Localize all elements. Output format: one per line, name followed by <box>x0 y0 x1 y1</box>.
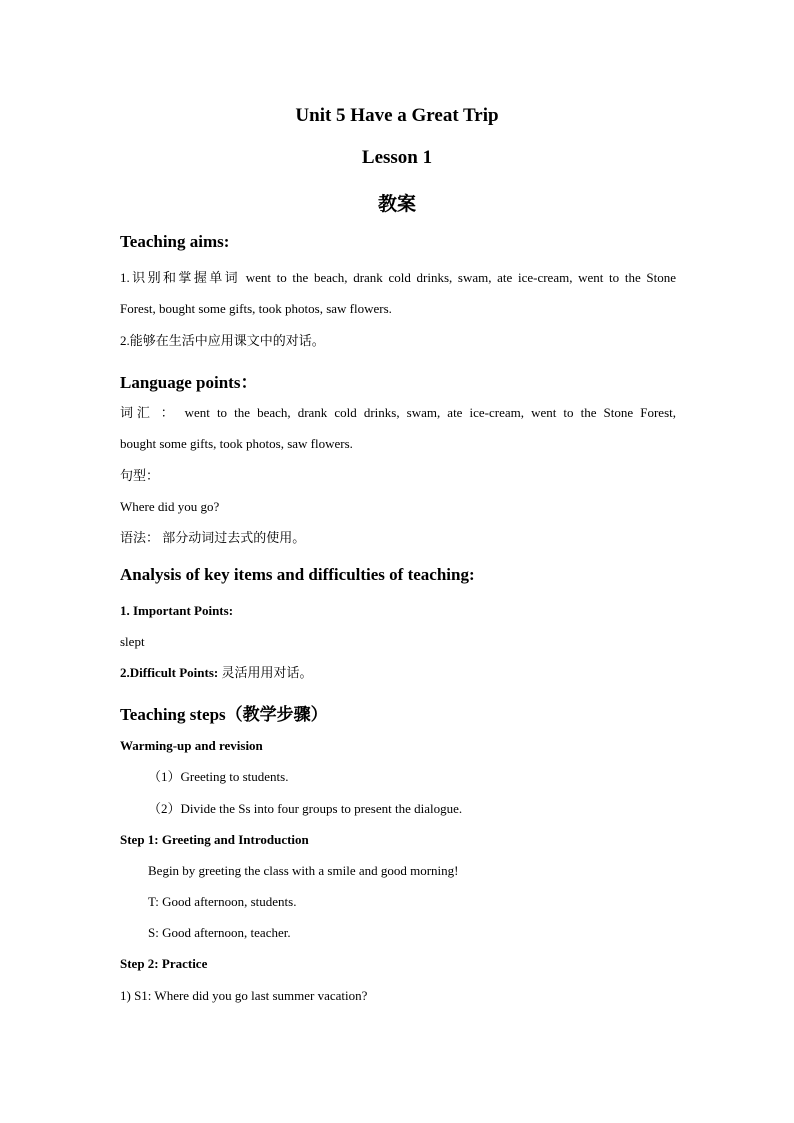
warmup-item2: （2）Divide the Ss into four groups to present the dialogue. <box>148 801 463 816</box>
vocabulary-line1: 词汇 ： went to the beach, drank cold drinks, swam, ate ice-cream, went to the Stone Forest, <box>120 405 676 420</box>
analysis-heading: Analysis of key items and difficulties of teaching: <box>120 565 475 584</box>
difficult-points-label: 2.Difficult Points: <box>120 665 219 680</box>
warmup-item1: （1）Greeting to students. <box>148 769 289 784</box>
document-title: Unit 5 Have a Great Trip <box>295 105 499 126</box>
grammar-line: 语法： 部分动词过去式的使用。 <box>120 530 306 545</box>
lesson-title: Lesson 1 <box>361 147 433 168</box>
important-points-value: slept <box>120 634 145 649</box>
step1-line1: Begin by greeting the class with a smile and good morning! <box>148 863 459 878</box>
teaching-aims-item1-line1: 1.识别和掌握单词 went to the beach, drank cold drinks, swam, ate ice-cream, went to the Stone <box>120 270 676 285</box>
teaching-aims-item1-line2: Forest, bought some gifts, took photos, saw flowers. <box>120 301 392 316</box>
sentence-pattern-label: 句型： <box>120 468 160 483</box>
step1-heading: Step 1: Greeting and Introduction <box>120 832 309 847</box>
important-points-label: 1. Important Points: <box>120 603 234 618</box>
warmup-heading: Warming-up and revision <box>120 738 263 753</box>
step1-line2: T: Good afternoon, students. <box>148 894 297 909</box>
step2-line1: 1) S1: Where did you go last summer vacation? <box>120 988 368 1003</box>
step1-line3: S: Good afternoon, teacher. <box>148 925 291 940</box>
difficult-points-line <box>120 665 676 681</box>
sentence-pattern-value: Where did you go? <box>120 499 220 514</box>
step2-heading: Step 2: Practice <box>120 956 208 971</box>
vocabulary-line2: bought some gifts, took photos, saw flowers. <box>120 436 353 451</box>
teaching-steps-heading: Teaching steps（教学步骤） <box>120 705 328 724</box>
teaching-aims-heading: Teaching aims: <box>120 232 230 251</box>
difficult-points-value: 灵活用用对话。 <box>218 665 313 680</box>
lesson-plan-label: 教案 <box>377 193 416 215</box>
language-points-heading: Language points： <box>120 373 258 392</box>
teaching-aims-item2: 2.能够在生活中应用课文中的对话。 <box>120 333 325 348</box>
